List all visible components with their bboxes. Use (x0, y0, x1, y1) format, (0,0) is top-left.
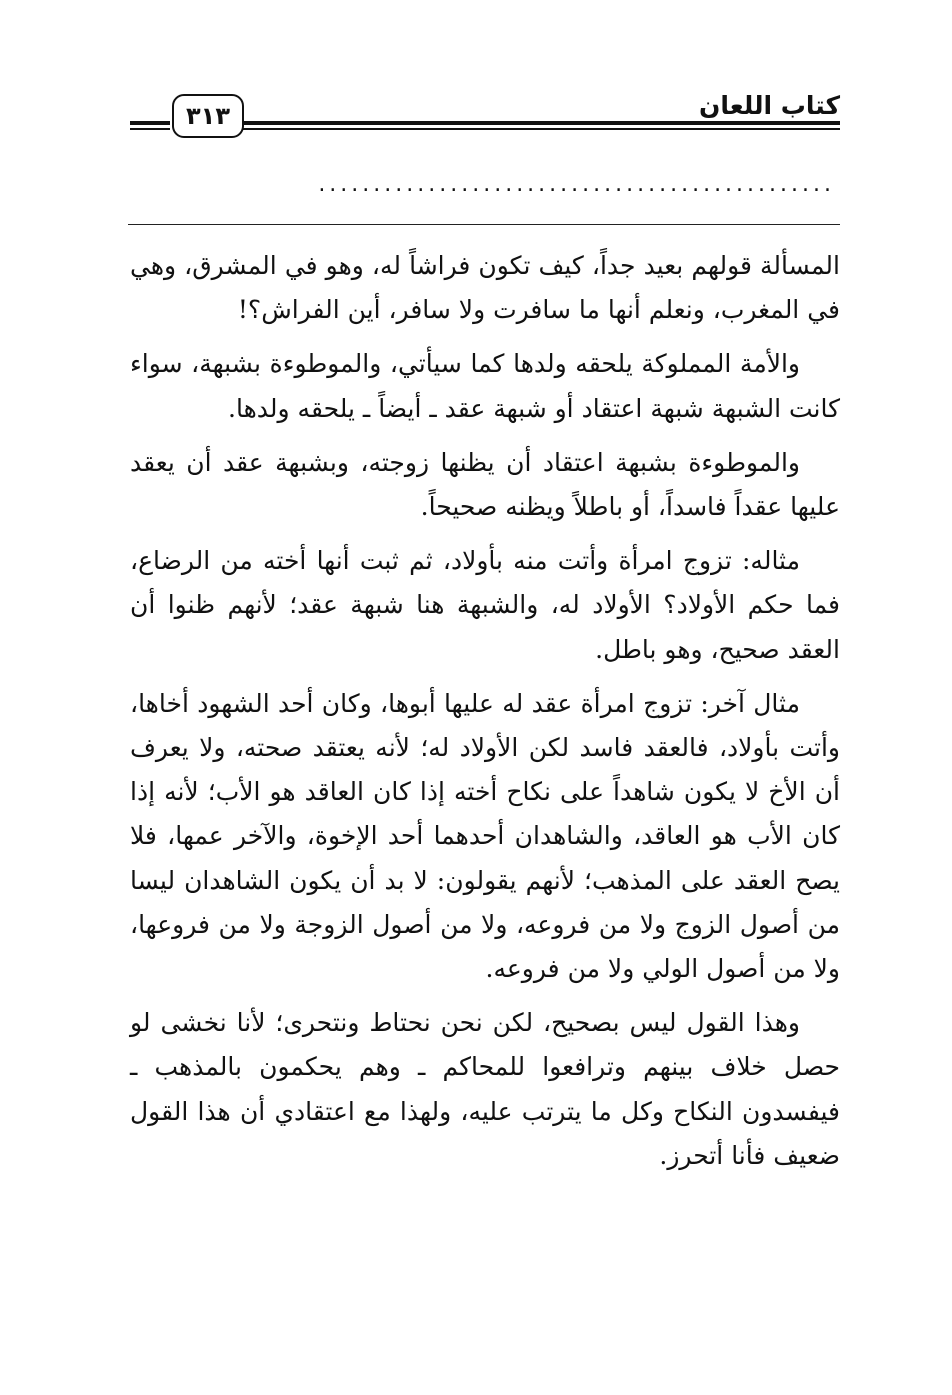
paragraph: المسألة قولهم بعيد جداً، كيف تكون فراشاً له، وهو في المشرق، وهي في المغرب، ونعلم أنها ما سافرت ولا سافر، أين الفراش؟! (130, 251, 840, 325)
header-rule-right (240, 121, 840, 130)
paragraph: والأمة المملوكة يلحقه ولدها كما سيأتي، والموطوءة بشبهة، سواء كانت الشبهة شبهة اعتقاد أو شبهة عقد ـ أيضاً ـ يلحقه ولدها. (130, 349, 840, 423)
paragraph: والموطوءة بشبهة اعتقاد أن يظنها زوجته، وبشبهة عقد أن يعقد عليها عقداً فاسداً، أو باطلاً ويظنه صحيحاً. (130, 447, 840, 522)
book-title: كتاب اللعان (699, 91, 840, 120)
separator-rule (128, 224, 840, 225)
paragraph: وهذا القول ليس بصحيح، لكن نحن نحتاط ونتحرى؛ لأنا نخشى لو حصل خلاف بينهم وترافعوا للمحاكم ـ وهم يحكمون بالمذهب ـ فيفسدون النكاح وكل ما يترتب عليه، ولهذا مع اعتقادي أن هذا القول ضعيف فأنا أتحرز. (130, 1008, 840, 1170)
header-rule-left (130, 121, 170, 130)
paragraph: مثاله: تزوج امرأة وأتت منه بأولاد، ثم ثبت أنها أخته من الرضاع، فما حكم الأولاد؟ الأولاد له، والشبهة هنا شبهة عقد؛ لأنهم ظنوا أن العقد صحيح، وهو باطل. (130, 546, 840, 664)
page-number: ٣١٣ (172, 94, 244, 138)
paragraph: مثال آخر: تزوج امرأة عقد له عليها أبوها، وكان أحد الشهود أخاها، وأتت بأولاد، فالعقد فاسد لكن الأولاد له؛ لأنه يعتقد صحته، ولا يعرف أن الأخ لا يكون شاهداً على نكاح أخته إذا كان العاقد هو الأب؛ لأنه إذا كان الأب هو العاقد، والشاهدان أحدهما أحد الإخوة، والآخر عمها، فلا يصح العقد على المذهب؛ لأنهم يقولون: لا بد أن يكون الشاهدان ليسا من أصول الزوج ولا من فروعه، ولا من أصول الزوجة ولا من فروعها، ولا من أصول الولي ولا من فروعه. (130, 688, 840, 984)
body-text (130, 244, 840, 1188)
page-header (130, 88, 840, 144)
footnote-continuation-dots: ............................................... (318, 172, 835, 197)
